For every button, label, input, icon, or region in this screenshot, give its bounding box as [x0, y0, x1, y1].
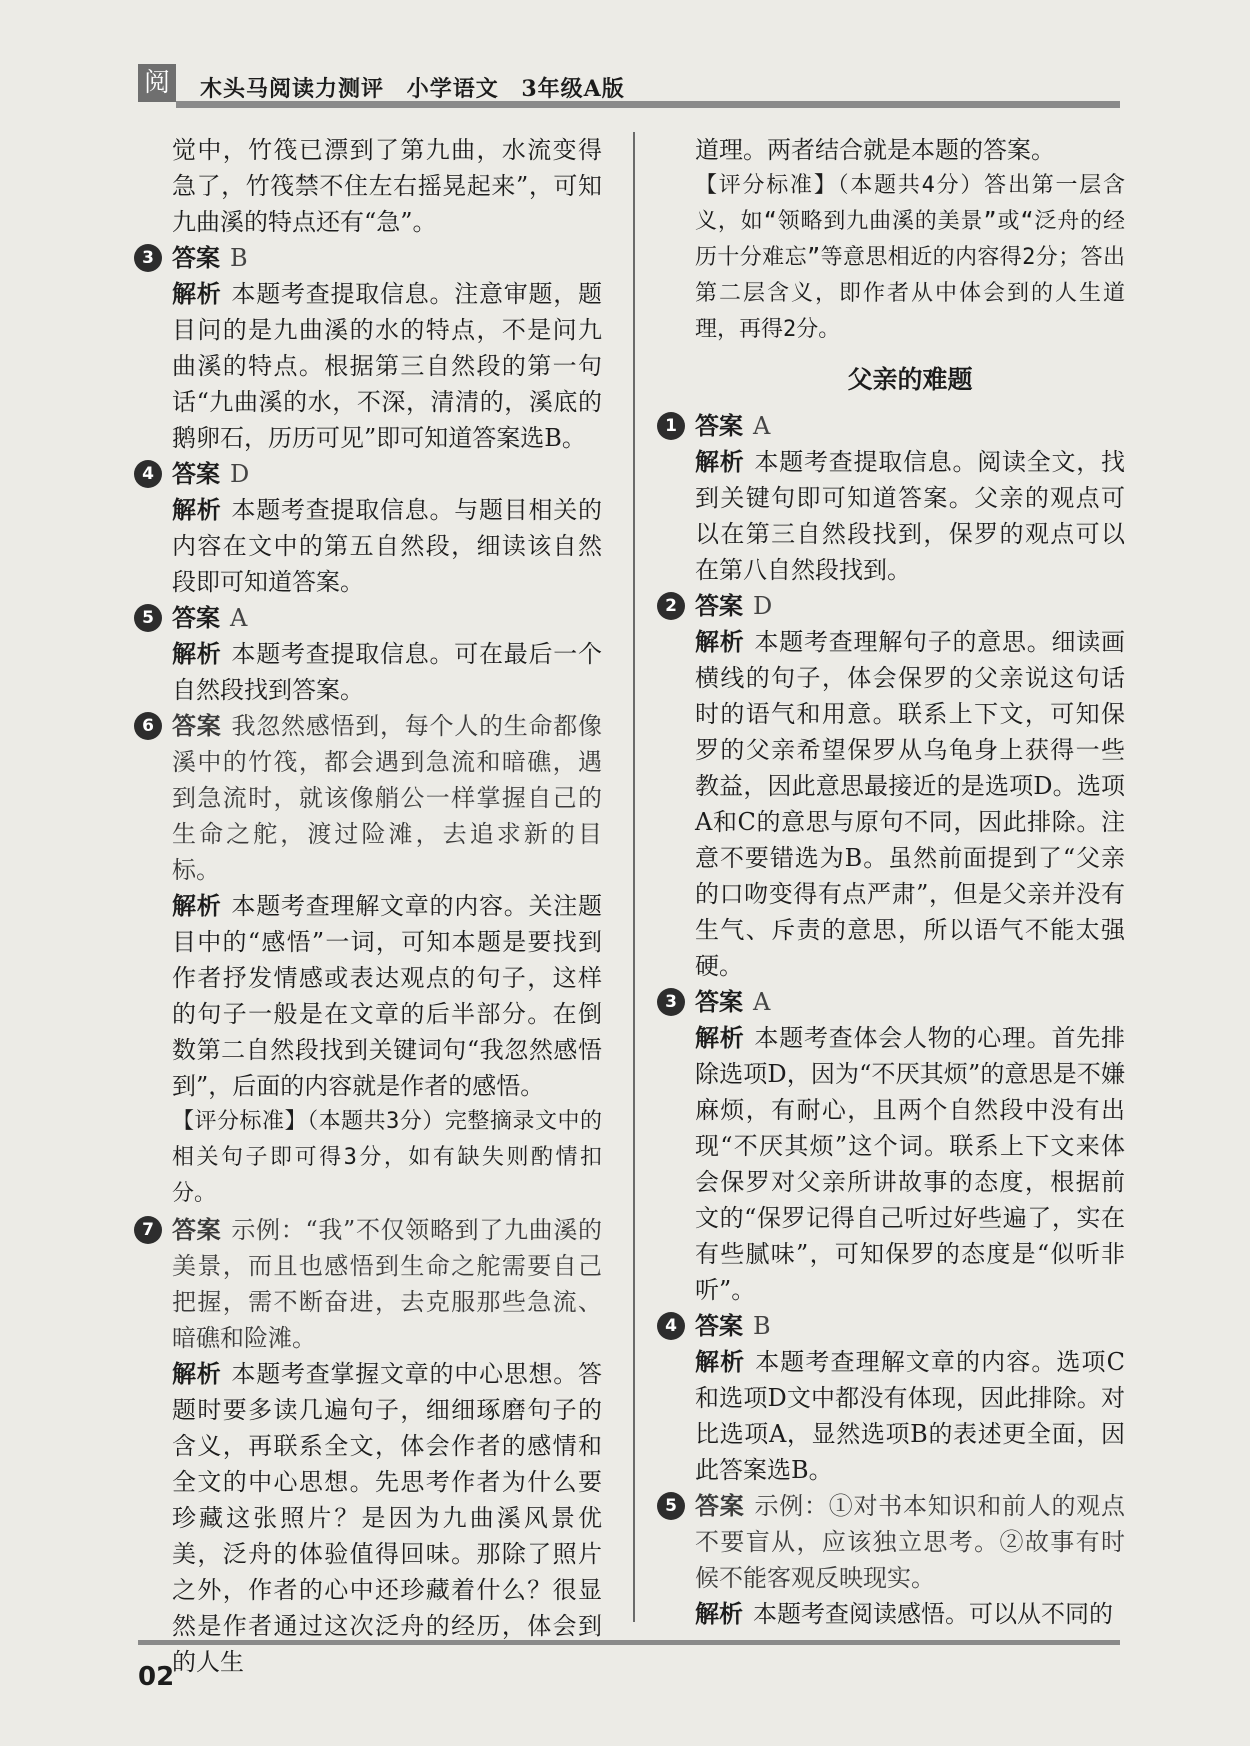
question-number-badge: 5 — [657, 1492, 685, 1520]
series-logo-icon: 阅 — [138, 64, 176, 102]
answer-label: 答案 — [695, 412, 743, 440]
answer-item-5 — [142, 600, 602, 708]
analysis-text: 本题考查提取信息。阅读全文，找到关键句即可知道答案。父亲的观点可以在第三自然段找到，保罗的观点可以在第八自然段找到。 — [695, 448, 1125, 584]
answer-value: D — [230, 460, 250, 488]
grade-label: 3年级A版 — [521, 76, 625, 102]
section-title: 父亲的难题 — [847, 365, 973, 394]
question-number-badge: 3 — [657, 988, 685, 1016]
question-number-badge: 7 — [134, 1216, 162, 1244]
analysis-text: 本题考查掌握文章的中心思想。答题时要多读几遍句子，细细琢磨句子的含义，再联系全文，体会作者的感情和全文的中心思想。先思考作者为什么要珍藏这张照片？是因为九曲溪风景优美，泛舟的体验值得回味。那除了照片之外，作者的心中还珍藏着什么？很显然是作者通过这次泛舟的经历，体会到的人生 — [172, 1360, 602, 1676]
scoring-standard: 【评分标准】（本题共3分）完整摘录文中的相关句子即可得3分，如有缺失则酌情扣分。 — [172, 1109, 602, 1206]
answer-value: 示例：“我”不仅领略到了九曲溪的美景，而且也感悟到生命之舵需要自己把握，需不断奋进，去克服那些急流、暗礁和险滩。 — [172, 1216, 603, 1352]
analysis-text: 本题考查阅读感悟。可以从不同的 — [753, 1600, 1113, 1628]
analysis-label: 解析 — [695, 1600, 743, 1628]
continued-text: 觉中，竹筏已漂到了第九曲，水流变得急了，竹筏禁不住左右摇晃起来”，可知九曲溪的特点还有“急”。 — [172, 136, 602, 236]
answer-item-2 — [665, 588, 1125, 984]
analysis-label: 解析 — [172, 496, 222, 524]
subject-label: 小学语文 — [406, 76, 499, 102]
analysis-text: 本题考查提取信息。与题目相关的内容在文中的第五自然段，细读该自然段即可知道答案。 — [172, 496, 602, 596]
analysis-label: 解析 — [172, 280, 222, 308]
answer-label: 答案 — [695, 592, 743, 620]
question-number-badge: 1 — [657, 412, 685, 440]
analysis-label: 解析 — [172, 1360, 222, 1388]
answer-item-3 — [665, 984, 1125, 1308]
column-divider — [633, 132, 635, 1622]
analysis-text: 本题考查理解文章的内容。选项C和选项D文中都没有体现，因此排除。对比选项A，显然选项B的表述更全面，因此答案选B。 — [695, 1348, 1125, 1484]
answer-label: 答案 — [172, 712, 222, 740]
analysis-text: 本题考查理解句子的意思。细读画横线的句子，体会保罗的父亲说这句话时的语气和用意。联系上下文，可知保罗的父亲希望保罗从乌龟身上获得一些教益，因此意思最接近的是选项D。选项A和C的意思与原句不同，因此排除。注意不要错选为B。虽然前面提到了“父亲的口吻变得有点严肃”，但是父亲并没有生气、斥责的意思，所以语气不能太强硬。 — [695, 628, 1125, 980]
answer-item-4 — [665, 1308, 1125, 1488]
analysis-label: 解析 — [172, 640, 222, 668]
analysis-text: 本题考查体会人物的心理。首先排除选项D，因为“不厌其烦”的意思是不嫌麻烦，有耐心，且两个自然段中没有出现“不厌其烦”这个词。联系上下文来体会保罗对父亲所讲故事的态度，根据前文的“保罗记得自己听过好些遍了，实在有些腻味”，可知保罗的态度是“似听非听”。 — [695, 1024, 1125, 1304]
answer-item-3 — [142, 240, 602, 456]
question-number-badge: 6 — [134, 712, 162, 740]
analysis-text: 本题考查理解文章的内容。关注题目中的“感悟”一词，可知本题是要找到作者抒发情感或表达观点的句子，这样的句子一般是在文章的后半部分。在倒数第二自然段找到关键词句“我忽然感悟到”，后面的内容就是作者的感悟。 — [172, 892, 602, 1100]
answer-value: B — [753, 1312, 771, 1340]
answer-item-5 — [665, 1488, 1125, 1632]
question-number-badge: 4 — [134, 460, 162, 488]
answer-value: 我忽然感悟到，每个人的生命都像溪中的竹筏，都会遇到急流和暗礁，遇到急流时，就该像艄公一样掌握自己的生命之舵，渡过险滩，去追求新的目标。 — [172, 712, 602, 884]
series-title: 木头马阅读力测评 — [200, 76, 385, 102]
answer-value: A — [753, 988, 771, 1016]
scoring-standard: 【评分标准】（本题共4分）答出第一层含义，如“领略到九曲溪的美景”或“泛舟的经历十分难忘”等意思相近的内容得2分；答出第二层含义，即作者从中体会到的人生道理，再得2分。 — [695, 173, 1125, 342]
answer-label: 答案 — [695, 988, 743, 1016]
running-header — [200, 72, 639, 103]
answer-value: B — [230, 244, 248, 272]
analysis-text: 本题考查提取信息。注意审题，题目问的是九曲溪的水的特点，不是问九曲溪的特点。根据第三自然段的第一句话“九曲溪的水，不深，清清的，溪底的鹅卵石，历历可见”即可知道答案选B。 — [172, 280, 602, 452]
analysis-text: 本题考查提取信息。可在最后一个自然段找到答案。 — [172, 640, 602, 704]
analysis-label: 解析 — [695, 1348, 746, 1376]
analysis-label: 解析 — [172, 892, 222, 920]
answer-value: D — [753, 592, 773, 620]
answer-item-4 — [142, 456, 602, 600]
analysis-label: 解析 — [695, 448, 745, 476]
page-number: 02 — [138, 1662, 175, 1692]
question-number-badge: 4 — [657, 1312, 685, 1340]
answer-label: 答案 — [172, 244, 220, 272]
answer-label: 答案 — [172, 604, 220, 632]
answer-item-1 — [665, 408, 1125, 588]
analysis-label: 解析 — [695, 1024, 745, 1052]
footer-rule — [138, 1640, 1120, 1645]
right-column — [665, 132, 1125, 1632]
answer-label: 答案 — [172, 460, 220, 488]
answer-value: A — [753, 412, 771, 440]
analysis-label: 解析 — [695, 628, 745, 656]
answer-label: 答案 — [695, 1312, 743, 1340]
answer-label: 答案 — [172, 1216, 222, 1244]
answer-value: A — [230, 604, 248, 632]
question-number-badge: 3 — [134, 244, 162, 272]
answer-label: 答案 — [695, 1492, 745, 1520]
question-number-badge: 5 — [134, 604, 162, 632]
continued-text: 道理。两者结合就是本题的答案。 — [695, 136, 1055, 164]
answer-value: 示例：①对书本知识和前人的观点不要盲从，应该独立思考。②故事有时候不能客观反映现实。 — [695, 1492, 1125, 1592]
answer-item-6 — [142, 708, 602, 1212]
question-number-badge: 2 — [657, 592, 685, 620]
